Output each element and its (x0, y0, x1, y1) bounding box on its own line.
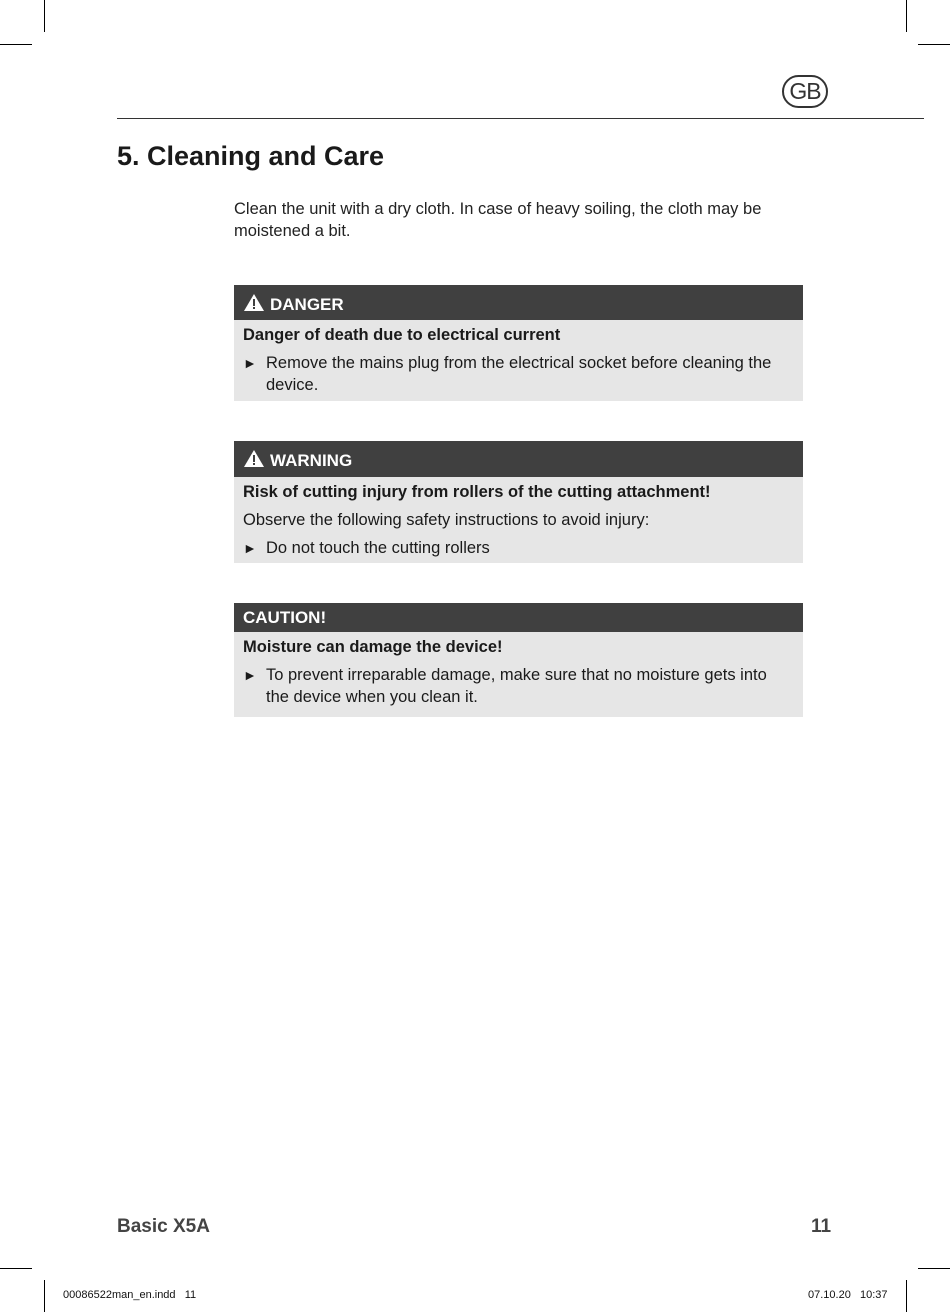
bullet-arrow-icon: ► (243, 540, 257, 556)
product-name: Basic X5A (117, 1216, 210, 1237)
warning-label: WARNING (270, 451, 353, 470)
danger-notice (234, 285, 803, 401)
caution-heading: Moisture can damage the device! (243, 638, 503, 656)
list-item (243, 352, 794, 396)
list-item (243, 537, 794, 559)
danger-heading: Danger of death due to electrical current (243, 326, 561, 344)
header-divider (117, 118, 924, 119)
print-slug-file: 00086522man_en.indd 11 (63, 1289, 197, 1301)
crop-mark (906, 1280, 907, 1312)
danger-label: DANGER (270, 294, 344, 314)
print-slug-date: 07.10.20 10:37 (808, 1289, 888, 1301)
warning-bullet-text: Do not touch the cutting rollers (266, 539, 490, 557)
crop-mark (906, 0, 907, 32)
warning-heading: Risk of cutting injury from rollers of the cutting attachment! (243, 483, 711, 501)
crop-mark (0, 1268, 32, 1269)
warning-notice-body (234, 477, 803, 561)
bullet-arrow-icon: ► (243, 667, 257, 683)
danger-notice-body (234, 320, 803, 398)
danger-bullet-text: Remove the mains plug from the electrical socket before cleaning the device. (266, 354, 772, 394)
warning-notice (234, 441, 803, 563)
bullet-arrow-icon: ► (243, 355, 257, 371)
warning-triangle-icon (243, 449, 265, 473)
page-number: 11 (811, 1216, 832, 1237)
list-item (243, 664, 794, 708)
caution-notice-body (234, 632, 803, 710)
crop-mark (918, 44, 950, 45)
page-title: 5. Cleaning and Care (117, 141, 385, 171)
crop-mark (44, 0, 45, 32)
warning-triangle-icon (243, 293, 265, 317)
warning-notice-header (234, 441, 803, 477)
danger-notice-header (234, 285, 803, 320)
warning-text: Observe the following safety instructions to avoid injury: (243, 511, 650, 529)
language-badge: GB (782, 75, 828, 108)
caution-notice-header (234, 603, 803, 632)
crop-mark (0, 44, 32, 45)
intro-paragraph: Clean the unit with a dry cloth. In case of heavy soiling, the cloth may be moistened a bit. (234, 200, 762, 240)
caution-bullet-text: To prevent irreparable damage, make sure that no moisture gets into the device when you clean it. (266, 666, 767, 706)
crop-mark (44, 1280, 45, 1312)
caution-notice (234, 603, 803, 717)
caution-label: CAUTION! (243, 607, 327, 627)
crop-mark (918, 1268, 950, 1269)
